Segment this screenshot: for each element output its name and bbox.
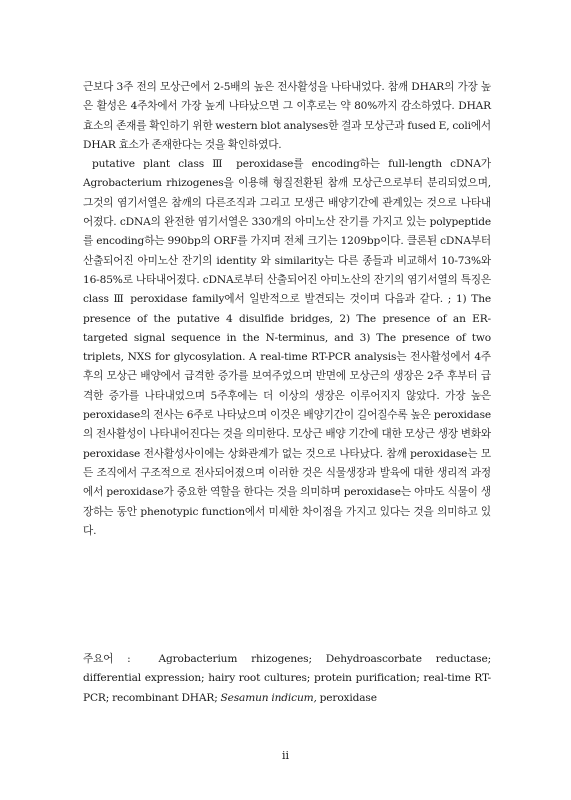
- keywords-block: [83, 650, 491, 708]
- keywords-last: peroxidase: [319, 691, 377, 704]
- page-number: ii: [281, 749, 290, 762]
- keywords-list: Agrobacterium rhizogenes; Dehydroascorbate reductase; differential expression; hairy root cultures; protein purification; real-time RT-PCR; recombinant DHAR;: [83, 653, 492, 704]
- keywords-species: Sesamun indicum,: [220, 691, 317, 704]
- abstract-paragraph-dhar: 근보다 3주 전의 모상근에서 2-5배의 높은 전사활성을 나타내었다. 참깨 DHAR의 가장 높은 활성은 4주차에서 가장 높게 나타났으면 그 이후로는 약 80%까지 감소하였다. DHAR 효소의 존재를 확인하기 위한 western blot analyses한 결과 모상근과 fused E, coli에서 DHAR 효소가 존재한다는 것을 확인하였다.: [83, 81, 491, 151]
- abstract-body: [83, 78, 491, 541]
- abstract-paragraph-peroxidase: putative plant class Ⅲ peroxidase를 encoding하는 full-length cDNA가 Agrobacterium rhizogenes을 이용해 형질전환된 참깨 모상근으로부터 분리되었으며, 그것의 염기서열은 참깨의 다른조직과 그리고 모생근 배양기간에 관계있는 것으로 나타내어졌다. cDNA의 완전한 염기서열은 330개의 아미노산 잔기를 가지고 있는 polypeptide를 encoding하는 990bp의 ORF를 가지며 전체 크기는 1209bp이다. 클론된 cDNA부터 산출되어진 아미노산 잔기의 identity 와 similarity는 다른 종들과 비교해서 10-73%와 16-85%로 나타내어졌다. cDNA로부터 산출되어진 아미노산의 잔기의 염기서열의 특징은 class Ⅲ peroxidase family에서 일반적으로 발견되는 것이며 다음과 같다. ; 1) The presence of the putative 4 disulfide bridges, 2) The presence of an ER-targeted signal sequence in the N-terminus, and 3) The presence of two triplets, NXS for glycosylation. A real-time RT-PCR analysis는 전사활성에서 4주후의 모상근 배양에서 급격한 증가를 보여주었으며 반면에 모상근의 생장은 2주 후부터 급격한 증가를 나타내었으며 5주후에는 더 이상의 생장은 이루어지지 않았다. 가장 높은 peroxidase의 전사는 6주로 나타났으며 이것은 배양기간이 길어질수록 높은 peroxidase의 전사활성이 나타내어진다는 것을 의미한다. 모상근 배양 기간에 대한 모상근 생장 변화와 peroxidase 전사활성사이에는 상화관계가 없는 것으로 나타났다. 참깨 peroxidase는 모든 조직에서 구조적으로 전사되어졌으며 이러한 것은 식물생장과 발육에 대한 생리적 과정에서 peroxidase가 중요한 역할을 한다는 것을 의미하며 peroxidase는 아마도 식물이 생장하는 동안 phenotypic function에서 미세한 차이점을 가지고 있다는 것을 의미하고 있다.: [83, 158, 491, 537]
- keywords-label: 주요어 :: [83, 653, 131, 665]
